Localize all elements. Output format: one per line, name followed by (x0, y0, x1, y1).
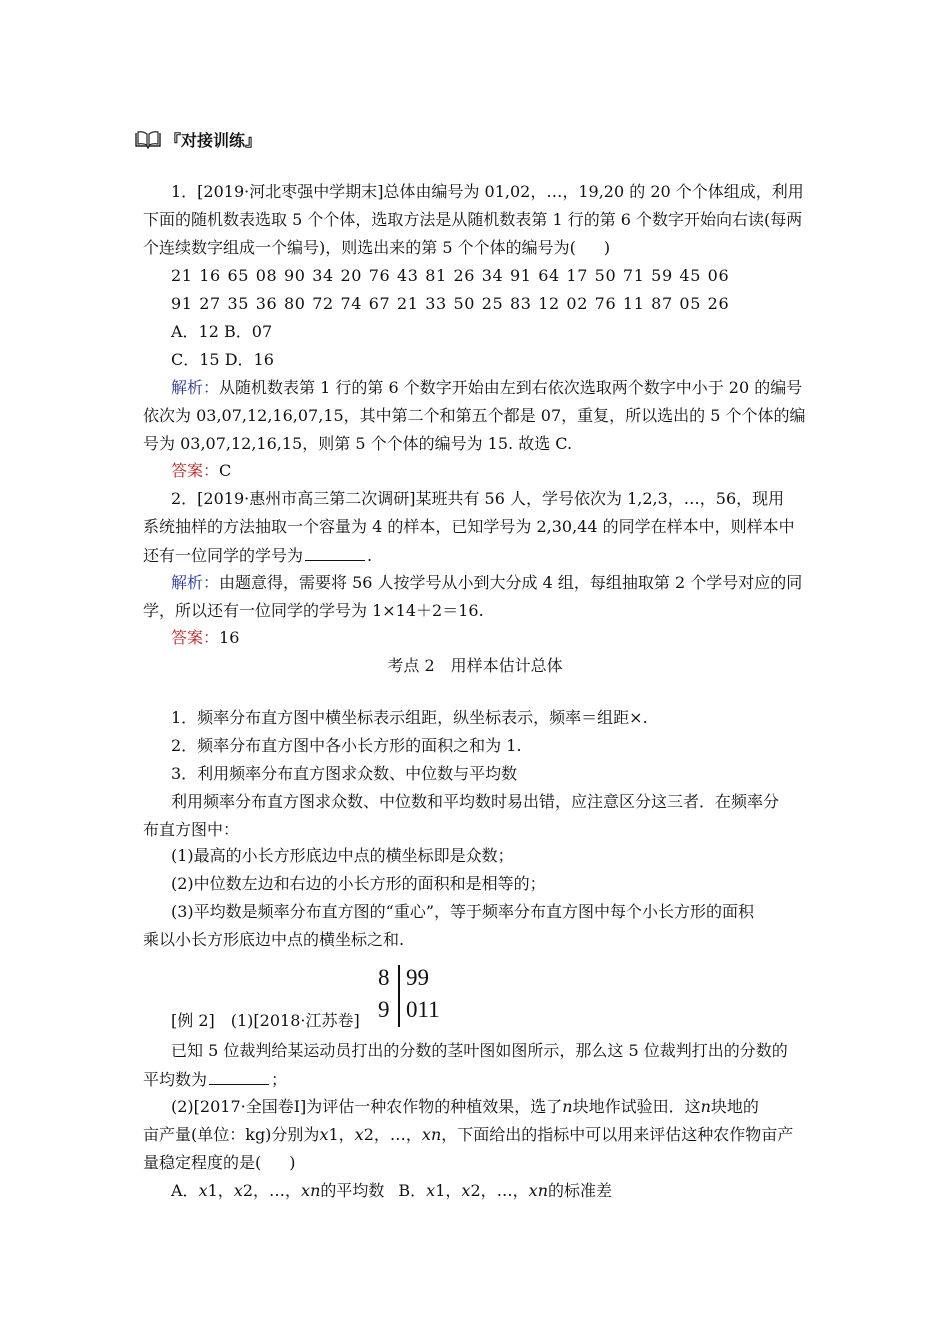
comma: ， (217, 1181, 234, 1200)
q2-line-3-text: 还有一位同学的学号为 (143, 546, 304, 565)
var-x: x (421, 1125, 431, 1144)
index-1: 1 (435, 1181, 446, 1200)
comma: ， (445, 1181, 462, 1200)
index-2: 2 (242, 1181, 254, 1200)
example-2-text-a: (2)[2017·全国卷Ⅰ]为评估一种农作物的种植效果，选了 (171, 1097, 563, 1116)
var-x: x (198, 1181, 208, 1200)
var-n: n (700, 1097, 711, 1116)
q1-line-3-text: 个连续数字组成一个编号)，则选出来的第 5 个个体的编号为( (143, 238, 576, 257)
q1-line-1: 1．[2019·河北枣强中学期末]总体由编号为 01,02，…，19,20 的 20 个个体组成，利用 (171, 182, 804, 201)
comma: ， (338, 1125, 355, 1144)
example-2-line-3 (143, 1153, 296, 1173)
solution-label: 解析： (171, 378, 220, 397)
ellipsis: … (496, 1181, 513, 1200)
leaf-values: 99 (406, 965, 429, 990)
q1-line-3 (143, 238, 610, 258)
note-4-line-2: 布直方图中： (143, 820, 240, 839)
stem-leaf-divider (398, 965, 400, 1027)
random-table-row-1: 21 16 65 08 90 34 20 76 43 81 26 34 91 64 17 50 71 59 45 06 (171, 266, 730, 285)
note-3: 3．利用频率分布直方图求众数、中位数与平均数 (171, 764, 518, 783)
example-2-text-e: ，下面给出的指标中可以用来评估这种农作物亩产 (441, 1125, 794, 1144)
q1-solution-line-3: 号为 03,07,12,16,15，则第 5 个个体的编号为 15. 故选 C. (143, 434, 573, 453)
q2-line-3-end: . (367, 546, 373, 565)
q2-line-1: 2．[2019·惠州市高三第二次调研]某班共有 56 人，学号依次为 1,2,3，…，56，现用 (171, 489, 785, 508)
option-b-label: B． (398, 1181, 427, 1200)
option-b-text: 的标准差 (548, 1181, 613, 1200)
comma: ， (253, 1181, 270, 1200)
note-7-line-1: (3)平均数是频率分布直方图的“重心”，等于频率分布直方图中每个小长方形的面积 (171, 902, 755, 921)
var-x: x (233, 1181, 243, 1200)
random-table-row-2: 91 27 35 36 80 72 74 67 21 33 50 25 83 12 02 76 11 87 05 26 (171, 294, 730, 313)
solution-label: 解析： (171, 573, 220, 592)
example-2-text-b: 块地作试验田．这 (572, 1097, 701, 1116)
note-6: (2)中位数左边和右边的小长方形的面积和是相等的； (171, 874, 546, 893)
note-4-line-1: 利用频率分布直方图求众数、中位数和平均数时易出错，应注意区分这三者．在频率分 (171, 792, 780, 811)
answer-label: 答案： (171, 628, 220, 647)
q1-solution-text-1: 从随机数表第 1 行的第 6 个数字开始由左到右依次选取两个数字中小于 20 的编号 (219, 378, 803, 397)
note-2: 2．频率分布直方图中各小长方形的面积之和为 1. (171, 736, 522, 755)
answer-label: 答案： (171, 461, 220, 480)
q1-options-ab: A．12 B．07 (171, 322, 273, 341)
index-2: 2 (363, 1125, 374, 1144)
comma: ， (512, 1181, 529, 1200)
example-1-line-1: 已知 5 位裁判给某运动员打出的分数的茎叶图如图所示，那么这 5 位裁判打出的分数的 (171, 1041, 788, 1060)
example-1-line-2 (143, 1069, 287, 1090)
q1-solution-line-2: 依次为 03,07,12,16,07,15，其中第二个和第五个都是 07，重复，所以选出的 5 个个体的编 (143, 406, 806, 425)
stem-leaf-plot (376, 963, 458, 1029)
example-2-text-d: 亩产量(单位：kg)分别为 (143, 1125, 320, 1144)
paren-close: ) (289, 1153, 296, 1172)
index-1: 1 (207, 1181, 218, 1200)
q1-answer-value: C (219, 461, 232, 480)
stem-value: 9 (378, 997, 390, 1022)
index-2: 2 (470, 1181, 481, 1200)
example-2-text-f: 量稳定程度的是( (143, 1153, 262, 1172)
example-1-line-2-text: 平均数为 (143, 1070, 208, 1089)
q2-solution-line-1 (171, 573, 802, 593)
comma: ， (373, 1125, 390, 1144)
q2-answer-value: 16 (219, 628, 240, 647)
q2-answer (171, 628, 239, 648)
q2-line-3 (143, 545, 372, 566)
example-2-line-1 (171, 1097, 759, 1117)
q1-options-cd: C．15 D．16 (171, 350, 274, 369)
example-1-line-2-end: ； (271, 1070, 288, 1089)
var-x: x (426, 1181, 436, 1200)
q1-line-2: 下面的随机数表选取 5 个个体，选取方法是从随机数表第 1 行的第 6 个数字开始向右读(每两 (143, 210, 803, 229)
index-n: n (537, 1181, 548, 1200)
book-icon (135, 131, 161, 149)
var-x: x (354, 1125, 364, 1144)
note-1: 1．频率分布直方图中横坐标表示组距，纵坐标表示，频率＝组距×. (171, 708, 648, 727)
example-2-options (171, 1181, 612, 1201)
q2-line-2: 系统抽样的方法抽取一个容量为 4 的样本，已知学号为 2,30,44 的同学在样本中，则样本中 (143, 517, 795, 536)
index-1: 1 (328, 1125, 339, 1144)
section-heading (135, 128, 261, 151)
q1-solution-line-1 (171, 378, 802, 398)
comma: ， (405, 1125, 422, 1144)
index-n: n (430, 1125, 442, 1144)
option-a-text: 的平均数 (320, 1181, 385, 1200)
leaf-values: 011 (406, 997, 440, 1022)
var-x: x (301, 1181, 311, 1200)
example-2-text-c: 块地的 (710, 1097, 759, 1116)
index-n: n (310, 1181, 321, 1200)
answer-blank (209, 1069, 269, 1085)
var-x: x (461, 1181, 471, 1200)
example-2-line-2 (143, 1125, 793, 1145)
q1-answer (171, 461, 231, 481)
ellipsis: … (389, 1125, 406, 1144)
example-label: [例 2] (1)[2018·江苏卷] (171, 1011, 360, 1030)
comma: ， (480, 1181, 497, 1200)
option-a-label: A． (171, 1181, 199, 1200)
q2-solution-line-2: 学，所以还有一位同学的学号为 1×14＋2＝16. (143, 601, 484, 620)
section-title: 考点 2 用样本估计总体 (387, 656, 563, 675)
heading-text: 『对接训练』 (165, 131, 262, 150)
ellipsis: … (269, 1181, 286, 1200)
var-n: n (562, 1097, 573, 1116)
answer-blank (305, 545, 365, 561)
q2-solution-text-1: 由题意得，需要将 56 人按学号从小到大分成 4 组，每组抽取第 2 个学号对应的同 (219, 573, 803, 592)
note-5: (1)最高的小长方形底边中点的横坐标即是众数； (171, 846, 514, 865)
stem-value: 8 (378, 965, 390, 990)
var-x: x (319, 1125, 329, 1144)
var-x: x (528, 1181, 538, 1200)
q1-paren-close: ) (603, 238, 611, 257)
note-7-line-2: 乘以小长方形底边中点的横坐标之和. (143, 930, 405, 949)
comma: ， (285, 1181, 302, 1200)
